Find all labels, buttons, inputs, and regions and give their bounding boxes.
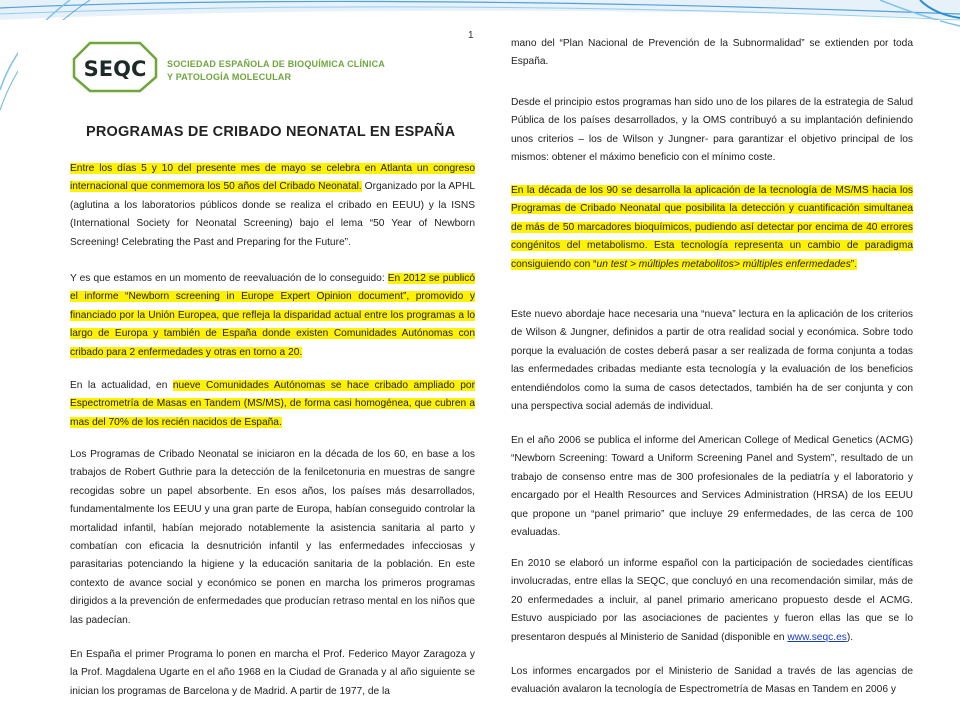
highlighted-italic-text: un test > múltiples metabolitos> múltiples enfermedades <box>596 258 851 270</box>
body-text: En 2010 se elaboró un informe español con la participación de sociedades científicas involucradas, entre ellas la SEQC, que concluyó en una recomendación similar, más de 20 enfermedades a incluir, al panel primario americano propuesto desde el ACMG. Estuvo auspiciado por las asociaciones de pacientes y fueron ellas las que se lo presentaron después al Ministerio de Sanidad (disponible en <box>511 558 913 643</box>
highlighted-text-end: ”. <box>850 258 858 270</box>
paragraph-2012-report <box>70 270 475 362</box>
paragraph-spanish-report-2010 <box>511 555 913 647</box>
paragraph-spain-first-program: En España el primer Programa lo ponen en marcha el Prof. Federico Mayor Zaragoza y la Prof. Magdalena Ugarte en el año 1968 en la Ciudad de Granada y al año siguiente se inician los programas de Barcelona y de Madrid. A partir de 1977, de la <box>70 649 475 697</box>
body-text: Y es que estamos en un momento de reevaluación de lo conseguido: <box>70 273 388 284</box>
highlighted-text: nueve Comunidades Autónomas se hace cribado ampliado por Espectrometría de Masas en Tandem (MS/MS), de forma casi homogénea, que cubren a mas del 70% de los recién nacidos de España. <box>70 380 475 428</box>
org-line-1: SOCIEDAD ESPAÑOLA DE BIOQUÍMICA CLÍNICA <box>167 59 385 69</box>
org-line-2: Y PATOLOGÍA MOLECULAR <box>167 72 292 82</box>
body-text: En la actualidad, en <box>70 380 173 391</box>
svg-text:SEQC: SEQC <box>83 57 147 81</box>
paragraph-wilson-jungner: Desde el principio estos programas han sido uno de los pilares de la estrategia de Salud Pública de los países desarrollados, y la OMS contribuyó a su implantación definiendo unos criterios – los de Wilson y Jungner- para garantizar el objetivo principal de los mismos: obtener el máximo beneficio con el mínimo coste. <box>511 97 913 164</box>
paragraph-ms-ms-coverage <box>70 377 475 432</box>
body-text: ). <box>846 631 854 643</box>
seqc-logo <box>70 40 160 94</box>
document-page-left <box>18 20 496 720</box>
paragraph-ministry-reports: Los informes encargados por el Ministerio de Sanidad a través de las agencias de evaluación avalaron la tecnología de Espectrometría de Masas en Tandem en 2006 y <box>511 666 913 696</box>
page-number: 1 <box>468 30 474 41</box>
organization-name <box>167 58 385 84</box>
paragraph-national-plan: mano del “Plan Nacional de Prevención de la Subnormalidad” se extienden por toda España. <box>511 38 913 68</box>
paragraph-90s-technology <box>511 182 913 274</box>
paragraph-program-origins: Los Programas de Cribado Neonatal se iniciaron en la década de los 60, en base a los trabajos de Robert Guthrie para la detección de la fenilcetonuria en muestras de sangre recogidas sobre un papel absorbente. En esos años, los países más desarrollados, fundamentalmente los EEUU y una gran parte de Europa, habían conseguido controlar la mortalidad infantil, habían mejorado notablemente la asistencia sanitaria al parto y combatían con eficacia la desnutrición infantil y las enfermedades infecciosas y parasitarias potenciando la higiene y la educación sanitaria de la población. En este contexto de avance social y económico se ponen en marcha los primeros programas dirigidos a la prevención de enfermedades que producían retraso mental en los niños que las padecían. <box>70 449 475 626</box>
document-page-right <box>500 20 940 720</box>
paragraph-atlanta-congress <box>70 160 475 252</box>
highlighted-text: En 2012 se publicó el informe “Newborn screening in Europe Expert Opinion document”, promovido y financiado por la Unión Europea, que refleja la disparidad actual entre los programas a lo largo de Europa y también de España donde existen Comunidades Autónomas con cribado para 2 enfermedades y otras en torno a 20. <box>70 273 475 358</box>
highlighted-text: En la década de los 90 se desarrolla la aplicación de la tecnología de MS/MS hacia los Programas de Cribado Neonatal que posibilita la detección y cuantificación simultanea de más de 50 marcadores bioquímicos, pudiendo así detectar por encima de 40 errores congénitos del metabolismo. Esta tecnología representa un cambio de paradigma consiguiendo con “ <box>511 185 913 270</box>
body-text: Organizado por la APHL (aglutina a los laboratorios públicos donde se realiza el cribado en EEUU) y la ISNS (International Society for Neonatal Screening) bajo el lema “50 Year of Newborn Screening! Celebrating the Past and Preparing for the Future”. <box>70 181 475 248</box>
document-title: PROGRAMAS DE CRIBADO NEONATAL EN ESPAÑA <box>86 124 456 140</box>
seqc-website-link[interactable]: www.seqc.es <box>787 631 847 643</box>
highlighted-text: Entre los días 5 y 10 del presente mes de mayo se celebra en Atlanta un congreso internacional que conmemora los 50 años del Cribado Neonatal. <box>70 163 475 193</box>
paragraph-acmg-2006: En el año 2006 se publica el informe del American College of Medical Genetics (ACMG) “Newborn Screening: Toward a Uniform Screening Panel and System”, resultado de un trabajo de consenso entre mas de 300 profesionales de la pediatría y el laboratorio y encargado por el Health Resources and Services Administration (HRSA) de los EEUU que propone un “panel primario” que incluye 29 enfermedades, de las cerca de 100 evaluadas. <box>511 435 913 539</box>
paragraph-new-approach: Este nuevo abordaje hace necesaria una “nueva” lectura en la aplicación de los criterios de Wilson & Jungner, definidos a partir de otra realidad social y económica. Sobre todo porque la evaluación de costes deberá pasar a ser realizada de forma conjunta a todas las enfermedades cribadas mediante esta tecnología y la evaluación de los beneficios entendiéndolos como la suma de casos detectados, también ha de ser conjunta y con una perspectiva social además de individual. <box>511 309 913 413</box>
